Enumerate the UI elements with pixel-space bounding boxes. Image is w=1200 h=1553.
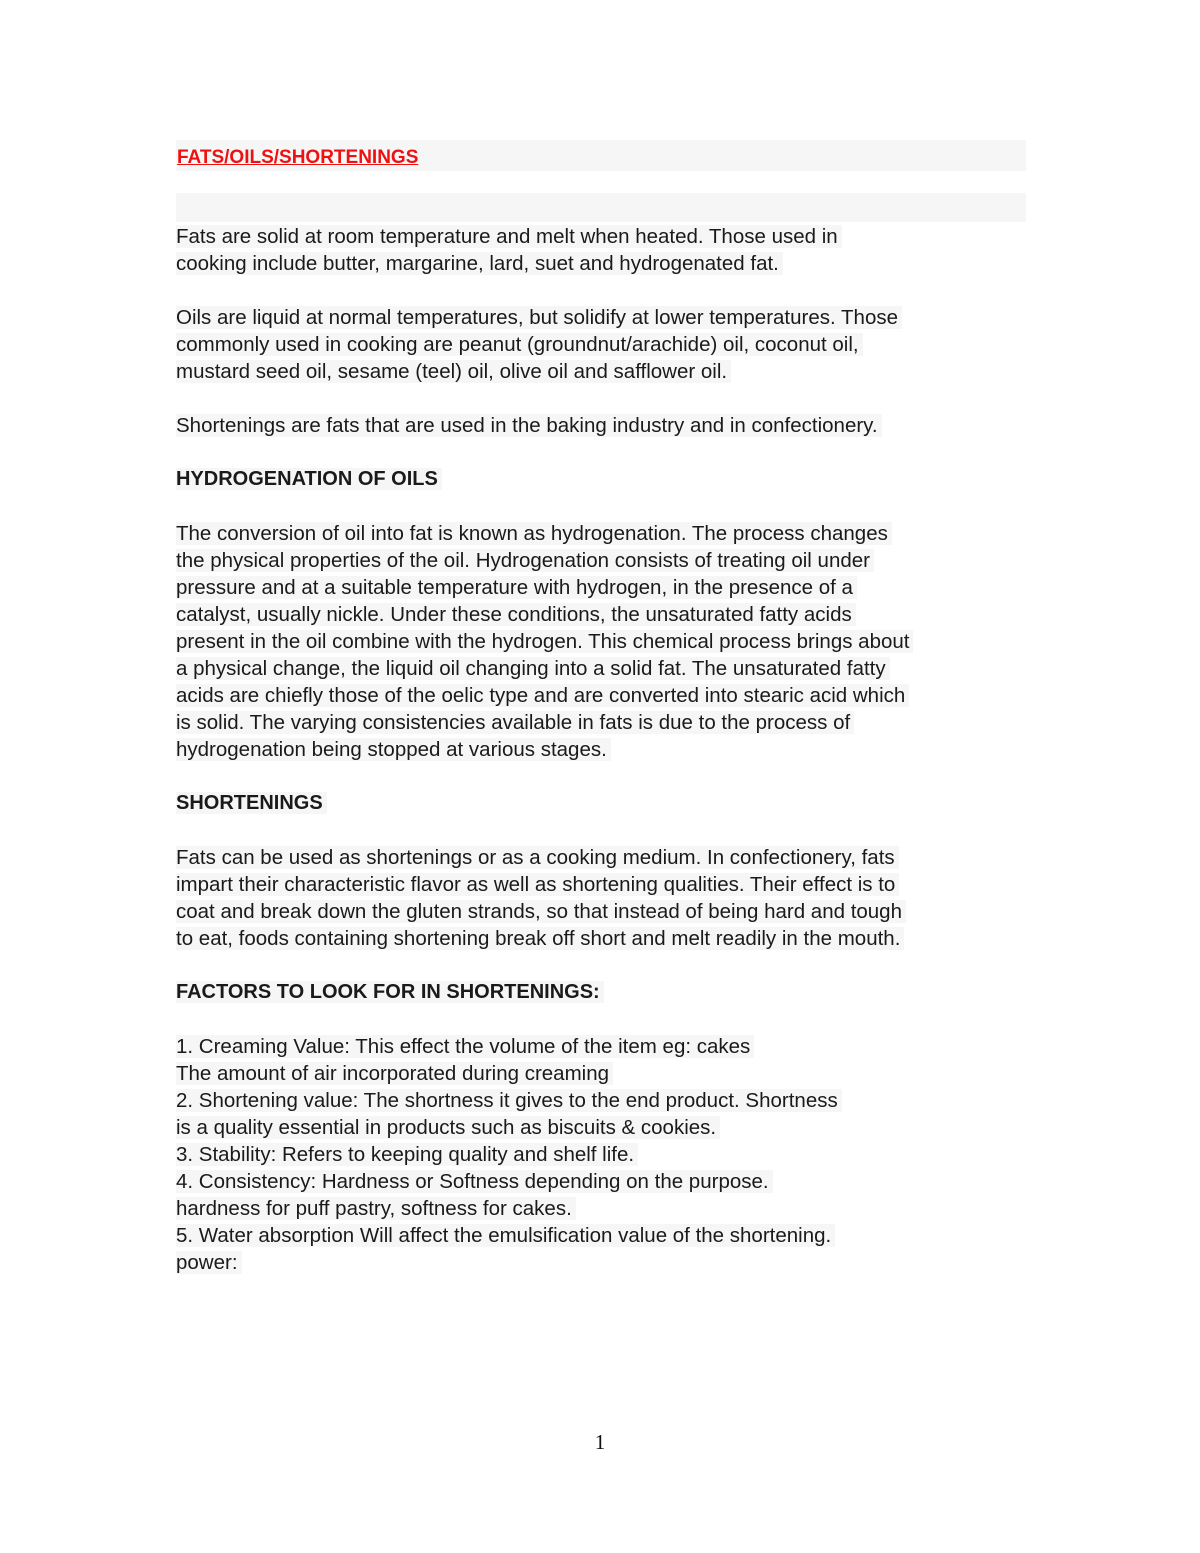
text-line: the physical properties of the oil. Hydrogenation consists of treating oil under bbox=[176, 547, 1026, 574]
list-item: 5. Water absorption Will affect the emulsification value of the shortening. bbox=[176, 1222, 1026, 1249]
title-bar bbox=[176, 140, 1026, 171]
text-line: to eat, foods containing shortening break off short and melt readily in the mouth. bbox=[176, 925, 1026, 952]
factors-list bbox=[176, 1033, 1026, 1276]
heading-factors: FACTORS TO LOOK FOR IN SHORTENINGS: bbox=[176, 979, 1026, 1006]
text-line: coat and break down the gluten strands, so that instead of being hard and tough bbox=[176, 898, 1026, 925]
list-item: The amount of air incorporated during creaming bbox=[176, 1060, 1026, 1087]
paragraph-shortenings-intro bbox=[176, 412, 1026, 439]
paragraph-oils bbox=[176, 304, 1026, 385]
list-item: 4. Consistency: Hardness or Softness depending on the purpose. bbox=[176, 1168, 1026, 1195]
text-line: The conversion of oil into fat is known as hydrogenation. The process changes bbox=[176, 520, 1026, 547]
page-number: 1 bbox=[594, 1430, 606, 1454]
text-line: cooking include butter, margarine, lard, suet and hydrogenated fat. bbox=[176, 250, 1026, 277]
text-line: pressure and at a suitable temperature with hydrogen, in the presence of a bbox=[176, 574, 1026, 601]
paragraph-hydrogenation bbox=[176, 520, 1026, 763]
text-line: Fats can be used as shortenings or as a cooking medium. In confectionery, fats bbox=[176, 844, 1026, 871]
text-line: acids are chiefly those of the oelic type and are converted into stearic acid which bbox=[176, 682, 1026, 709]
list-item: power: bbox=[176, 1249, 1026, 1276]
list-item: 1. Creaming Value: This effect the volume of the item eg: cakes bbox=[176, 1033, 1026, 1060]
text-line: catalyst, usually nickle. Under these conditions, the unsaturated fatty acids bbox=[176, 601, 1026, 628]
text-line: Shortenings are fats that are used in the baking industry and in confectionery. bbox=[176, 412, 1026, 439]
text-line: commonly used in cooking are peanut (groundnut/arachide) oil, coconut oil, bbox=[176, 331, 1026, 358]
text-line: impart their characteristic flavor as well as shortening qualities. Their effect is to bbox=[176, 871, 1026, 898]
page-title: FATS/OILS/SHORTENINGS bbox=[177, 147, 419, 168]
text-line: a physical change, the liquid oil changing into a solid fat. The unsaturated fatty bbox=[176, 655, 1026, 682]
list-item: hardness for puff pastry, softness for cakes. bbox=[176, 1195, 1026, 1222]
document-page bbox=[176, 140, 1026, 1276]
text-line: Fats are solid at room temperature and melt when heated. Those used in bbox=[176, 223, 1026, 250]
heading-hydrogenation: HYDROGENATION OF OILS bbox=[176, 466, 1026, 493]
paragraph-shortenings bbox=[176, 844, 1026, 952]
paragraph-fats bbox=[176, 223, 1026, 277]
list-item: is a quality essential in products such as biscuits & cookies. bbox=[176, 1114, 1026, 1141]
heading-shortenings: SHORTENINGS bbox=[176, 790, 1026, 817]
text-line: Oils are liquid at normal temperatures, but solidify at lower temperatures. Those bbox=[176, 304, 1026, 331]
text-line: is solid. The varying consistencies available in fats is due to the process of bbox=[176, 709, 1026, 736]
blank-shaded-line bbox=[176, 193, 1026, 222]
text-line: hydrogenation being stopped at various stages. bbox=[176, 736, 1026, 763]
text-line: present in the oil combine with the hydrogen. This chemical process brings about bbox=[176, 628, 1026, 655]
list-item: 2. Shortening value: The shortness it gives to the end product. Shortness bbox=[176, 1087, 1026, 1114]
list-item: 3. Stability: Refers to keeping quality and shelf life. bbox=[176, 1141, 1026, 1168]
text-line: mustard seed oil, sesame (teel) oil, olive oil and safflower oil. bbox=[176, 358, 1026, 385]
